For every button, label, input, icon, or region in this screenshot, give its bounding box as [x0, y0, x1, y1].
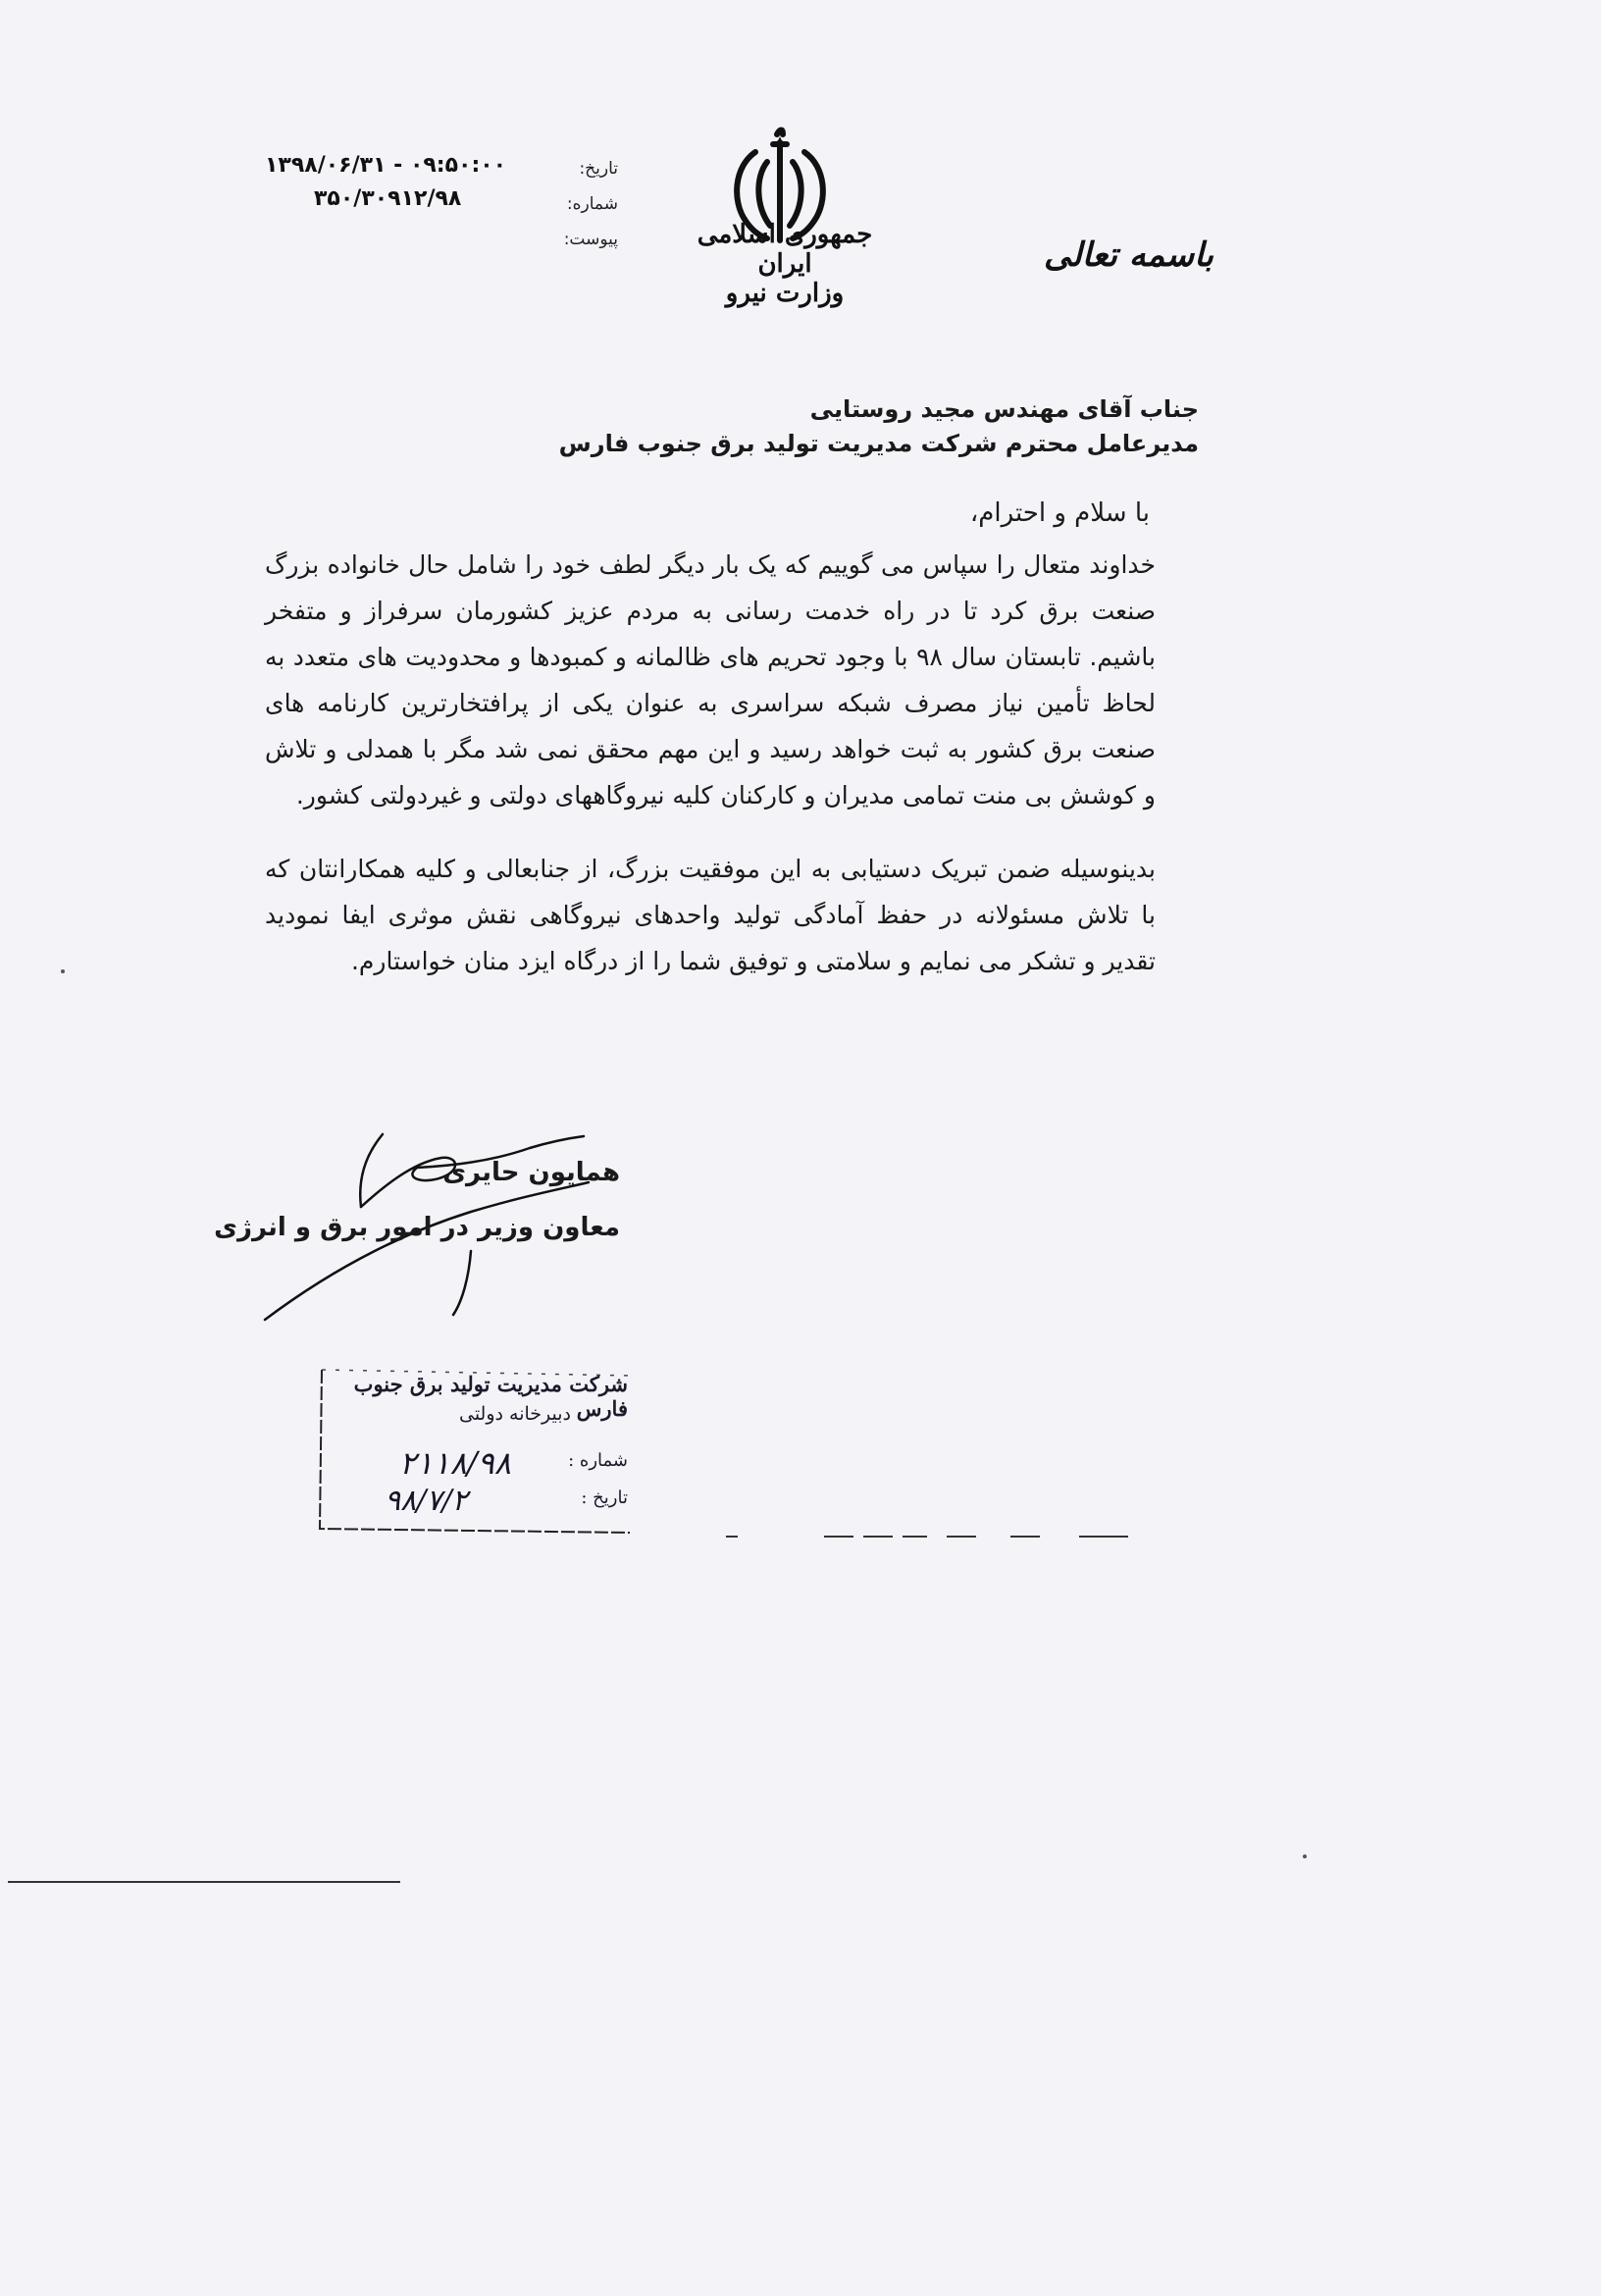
- invocation: باسمه تعالی: [1044, 235, 1214, 275]
- stamp-date-label: تاریخ :: [581, 1487, 628, 1508]
- stamp-number-label: شماره :: [568, 1450, 628, 1471]
- stamp-number-value: ۲۱۱۸/۹۸: [399, 1444, 511, 1482]
- stamp-date-value: ۹۸/۷/۲: [385, 1484, 468, 1518]
- emblem-line-country: جمهوری اسلامی ایران: [697, 220, 873, 279]
- signatory-title: معاون وزیر در امور برق و انرژی: [214, 1213, 620, 1242]
- stamp-office: دبیرخانه دولتی: [458, 1403, 571, 1425]
- number-value: ۳۵۰/۳۰۹۱۲/۹۸: [314, 186, 462, 211]
- recipient-name: جناب آقای مهندس مجید روستایی: [809, 395, 1199, 423]
- scan-speck: [61, 969, 65, 973]
- attachment-label: پیوست:: [563, 230, 618, 249]
- recipient-title: مدیرعامل محترم شرکت مدیریت تولید برق جنوب فارس: [558, 429, 1199, 457]
- number-label: شماره:: [566, 194, 618, 214]
- stamp-company: شرکت مدیریت تولید برق جنوب فارس: [353, 1372, 628, 1421]
- scan-speck: [1303, 1854, 1307, 1858]
- letter-meta: [265, 147, 618, 265]
- signatory-name: همایون حایری: [442, 1158, 620, 1187]
- reception-stamp: [316, 1360, 640, 1537]
- salutation: با سلام و احترام،: [969, 498, 1150, 528]
- scan-dash-marks: [726, 1534, 1138, 1539]
- date-value: ۱۳۹۸/۰۶/۳۱ - ۰۹:۵۰:۰۰: [265, 153, 507, 178]
- recipient-block: [559, 392, 1199, 461]
- emblem-line-ministry: وزارت نیرو: [725, 278, 845, 308]
- body-paragraph-1: خداوند متعال را سپاس می گوییم که یک بار دیگر لطف خود را شامل حال خانواده بزرگ صنعت برق کرد تا در راه خدمت رسانی به مردم عزیز کشورمان سرفراز و متفخر باشیم. تابستان سال ۹۸ با وجود تحریم های ظالمانه و کمبودها و محدودیت های متعدد به لحاظ تأمین نیاز مصرف شبکه سراسری به عنوان یکی از پرافتخارترین کارنامه های صنعت برق کشور به ثبت خواهد رسید و این مهم محقق نمی شد مگر با همدلی و تلاش و کوشش بی منت تمامی مدیران و کارکنان کلیه نیروگاههای دولتی و غیردولتی کشور.: [265, 550, 1157, 809]
- body-paragraph-2: بدینوسیله ضمن تبریک دستیابی به این موفقیت بزرگ، از جنابعالی و کلیه همکارانتان که با تلاش مسئولانه در حفظ آمادگی تولید واحدهای نیروگاهی نقش موثری ایفا نمودید تقدیر و تشکر می نمایم و سلامتی و توفیق شما را از درگاه ایزد منان خواستارم.: [265, 855, 1156, 975]
- letter-body: [265, 542, 1156, 984]
- scan-horizontal-rule: [8, 1881, 400, 1883]
- date-label: تاریخ:: [579, 159, 618, 179]
- emblem-caption: [687, 221, 883, 309]
